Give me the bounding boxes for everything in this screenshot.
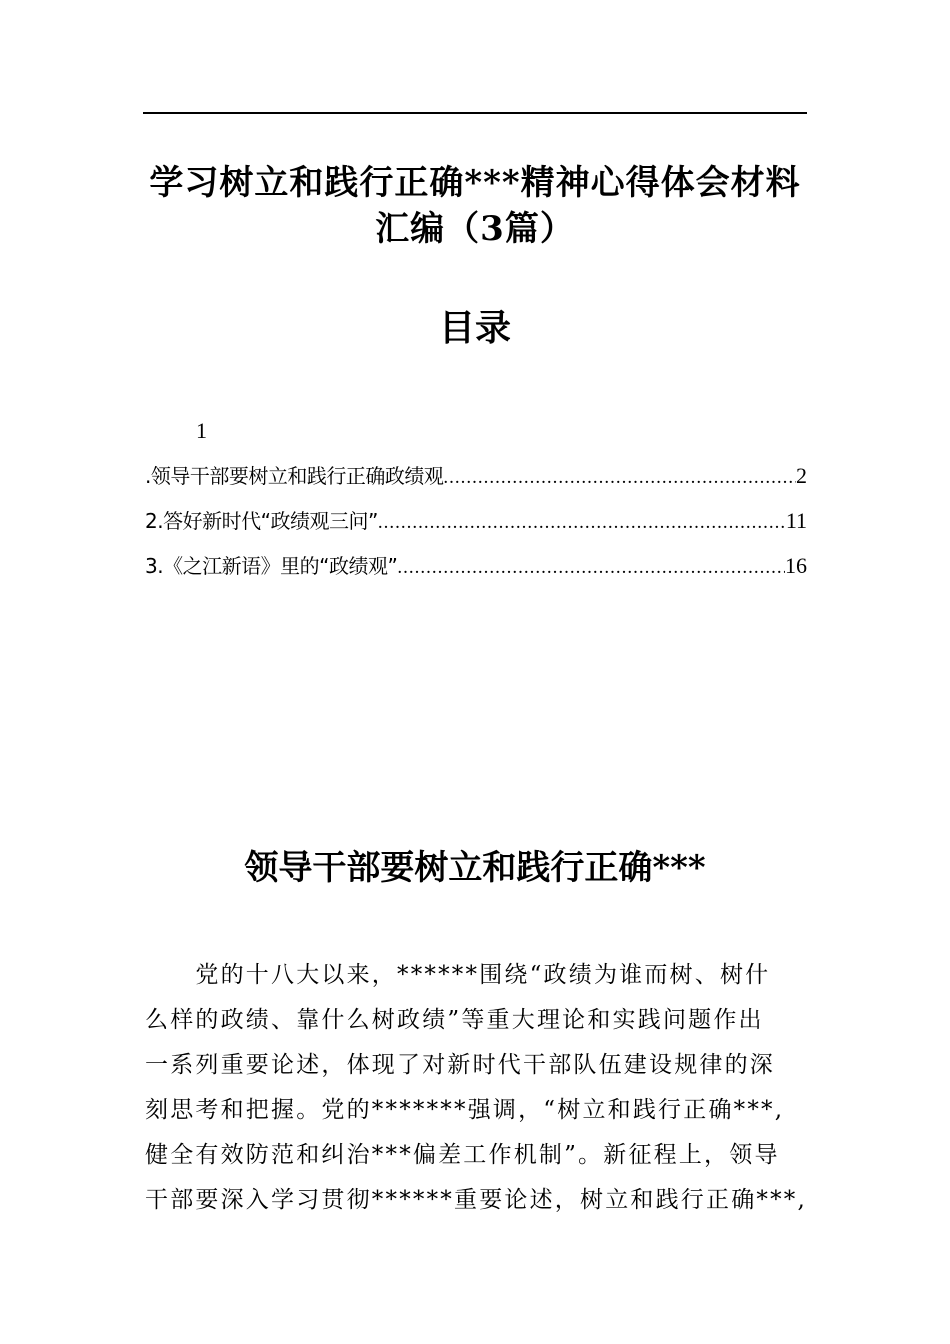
document-title	[100, 160, 850, 252]
body-line: 党的十八大以来，******围绕“政绩为谁而树、树什	[145, 962, 771, 988]
toc-entry-title: 3.《之江新语》里的“政绩观”	[145, 554, 398, 578]
toc-entry-title: .领导干部要树立和践行正确政绩观	[145, 464, 444, 488]
toc-entry-page: 11	[785, 508, 807, 533]
toc-entry-title: 2.答好新时代“政绩观三问”	[145, 509, 378, 533]
toc-entry[interactable]	[145, 550, 807, 595]
toc-entry-page: 16	[785, 553, 807, 578]
toc-dot-leader	[443, 462, 796, 494]
toc-dot-leader	[397, 552, 785, 584]
toc-entry-page: 2	[796, 463, 807, 488]
toc-entry[interactable]	[145, 505, 807, 550]
article-title: 领导干部要树立和践行正确***	[244, 848, 706, 888]
toc-orphan-number: 1	[196, 418, 207, 443]
body-line: 么样的政绩、靠什么树政绩”等重大理论和实践问题作出	[145, 1007, 764, 1033]
body-line: 刻思考和把握。党的*******强调，“树立和践行正确***,	[145, 1097, 785, 1123]
body-line: 一系列重要论述，体现了对新时代干部队伍建设规律的深	[145, 1052, 775, 1078]
table-of-contents	[145, 460, 807, 595]
toc-entry[interactable]	[145, 460, 807, 505]
document-title-line-1: 学习树立和践行正确***精神心得体会材料	[149, 163, 801, 203]
toc-heading: 目录	[438, 307, 511, 349]
body-line: 干部要深入学习贯彻******重要论述，树立和践行正确***,	[145, 1187, 808, 1213]
body-line: 健全有效防范和纠治***偏差工作机制”。新征程上，领导	[145, 1142, 780, 1168]
document-title-line-2: 汇编（3篇）	[375, 209, 575, 249]
toc-dot-leader	[378, 507, 786, 539]
article-body	[145, 955, 835, 1225]
header-rule	[143, 112, 807, 114]
